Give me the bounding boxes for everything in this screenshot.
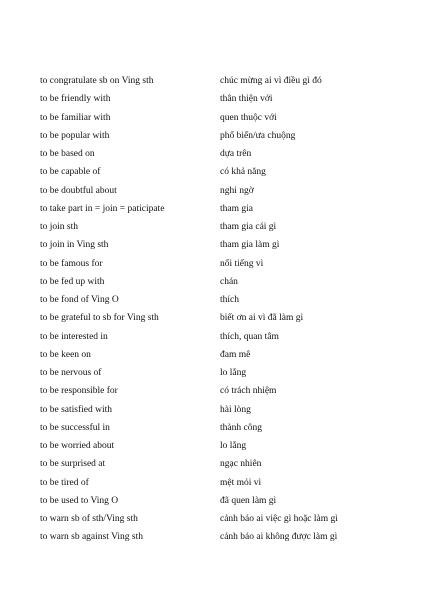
list-item	[0, 130, 424, 148]
english-phrase: to join sth	[40, 222, 79, 232]
english-phrase: to be nervous of	[40, 368, 102, 378]
vietnamese-meaning: chúc mừng ai vì điều gì đó	[220, 76, 322, 86]
list-item	[0, 93, 424, 111]
english-phrase: to be used to Ving O	[40, 495, 119, 506]
english-phrase: to be worried about	[40, 441, 115, 451]
english-phrase: to be tired of	[40, 477, 89, 488]
vietnamese-meaning: đam mê	[220, 349, 251, 360]
list-item	[0, 422, 424, 440]
list-item	[0, 75, 424, 93]
vietnamese-meaning: ngạc nhiên	[220, 459, 262, 470]
vietnamese-meaning: hài lòng	[220, 404, 251, 415]
english-phrase: to warn sb of sth/Ving sth	[40, 514, 138, 524]
vietnamese-meaning: thích, quan tâm	[220, 331, 279, 342]
list-item	[0, 440, 424, 458]
vietnamese-meaning: có khả năng	[220, 167, 266, 178]
list-item	[0, 185, 424, 203]
english-phrase: to be based on	[40, 149, 95, 159]
vietnamese-meaning: biết ơn ai vì đã làm gì	[220, 313, 304, 324]
vietnamese-meaning: mệt mỏi vì	[220, 477, 262, 488]
vietnamese-meaning: tham gia	[220, 203, 253, 214]
vietnamese-meaning: lo lắng	[220, 368, 247, 378]
list-item	[0, 331, 424, 349]
vietnamese-meaning: thân thiện với	[220, 94, 273, 105]
list-item	[0, 385, 424, 403]
english-phrase: to be popular with	[40, 130, 110, 141]
vietnamese-meaning: lo lắng	[220, 441, 247, 451]
english-phrase: to be doubtful about	[40, 185, 117, 196]
list-item	[0, 148, 424, 166]
vietnamese-meaning: thích	[220, 295, 239, 305]
english-phrase: to join in Ving sth	[40, 240, 109, 251]
english-phrase: to be friendly with	[40, 94, 111, 105]
list-item	[0, 294, 424, 312]
list-item	[0, 203, 424, 221]
list-item	[0, 404, 424, 422]
list-item	[0, 531, 424, 549]
list-item	[0, 312, 424, 330]
english-phrase: to be fed up with	[40, 276, 105, 287]
english-phrase: to be keen on	[40, 349, 91, 360]
english-phrase: to be satisfied with	[40, 404, 113, 415]
phrase-list	[0, 75, 424, 550]
vietnamese-meaning: quen thuộc với	[220, 112, 277, 123]
vietnamese-meaning: tham gia làm gì	[220, 240, 280, 251]
english-phrase: to warn sb against Ving sth	[40, 532, 143, 543]
list-item	[0, 458, 424, 476]
english-phrase: to be interested in	[40, 331, 108, 342]
list-item	[0, 276, 424, 294]
english-phrase: to be famous for	[40, 258, 103, 269]
english-phrase: to be fond of Ving O	[40, 295, 119, 305]
english-phrase: to be capable of	[40, 167, 101, 178]
english-phrase: to be grateful to sb for Ving sth	[40, 313, 159, 324]
vietnamese-meaning: có trách nhiệm	[220, 386, 277, 397]
vietnamese-meaning: chán	[220, 276, 238, 287]
english-phrase: to take part in = join = paticipate	[40, 203, 165, 214]
english-phrase: to be surprised at	[40, 459, 106, 470]
list-item	[0, 221, 424, 239]
vietnamese-meaning: nghi ngờ	[220, 185, 254, 196]
vietnamese-meaning: cảnh báo ai việc gì hoặc làm gì	[220, 514, 338, 524]
english-phrase: to be familiar with	[40, 112, 111, 123]
vietnamese-meaning: thành công	[220, 422, 262, 433]
list-item	[0, 349, 424, 367]
english-phrase: to be successful in	[40, 422, 110, 433]
vietnamese-meaning: dựa trên	[220, 149, 252, 159]
list-item	[0, 112, 424, 130]
vietnamese-meaning: đã quen làm gì	[220, 495, 277, 506]
list-item	[0, 477, 424, 495]
vietnamese-meaning: nổi tiếng vì	[220, 258, 264, 269]
list-item	[0, 513, 424, 531]
vietnamese-meaning: tham gia cái gì	[220, 222, 277, 232]
english-phrase: to congratulate sb on Ving sth	[40, 76, 154, 86]
vietnamese-meaning: phổ biến/ưa chuộng	[220, 130, 296, 141]
list-item	[0, 258, 424, 276]
list-item	[0, 239, 424, 257]
list-item	[0, 367, 424, 385]
english-phrase: to be responsible for	[40, 386, 118, 397]
list-item	[0, 166, 424, 184]
list-item	[0, 495, 424, 513]
vietnamese-meaning: cảnh báo ai không được làm gì	[220, 532, 338, 543]
